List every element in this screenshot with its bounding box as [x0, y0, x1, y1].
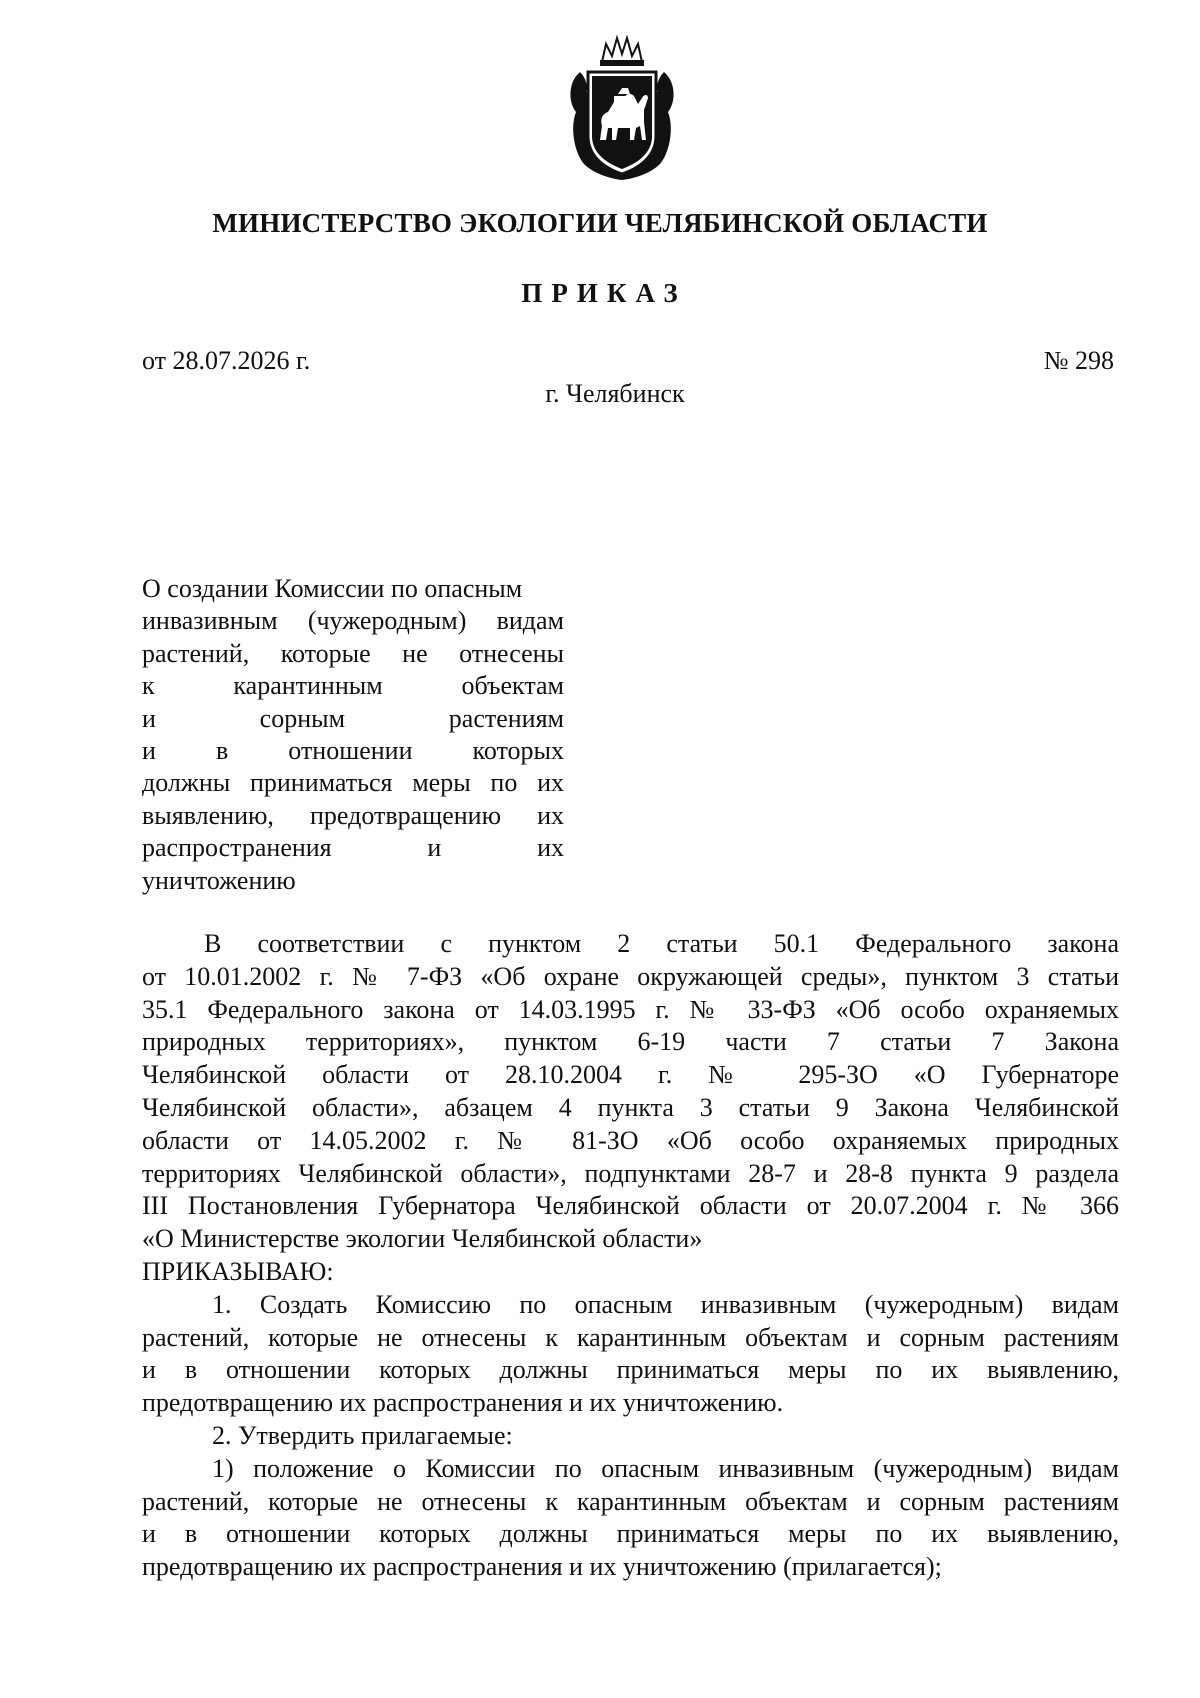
document-number: № 298	[1043, 346, 1114, 375]
item-1-line: предотвращению их распространения и их уничтожению.	[142, 1388, 784, 1418]
preamble-line: территориях Челябинской области», подпунктами 28-7 и 28-8 пункта 9 раздела	[142, 1158, 1119, 1188]
preamble-line: природных территориях», пунктом 6-19 части 7 статьи 7 Закона	[142, 1027, 1119, 1057]
subject-line: и в отношении которых	[142, 736, 564, 766]
subject-line: распространения и их	[142, 833, 564, 863]
preamble-line: области от 14.05.2002 г. № 81-ЗО «Об особо охраняемых природных	[142, 1125, 1119, 1155]
preamble-line: Челябинской области», абзацем 4 пункта 3 статьи 9 Закона Челябинской	[142, 1092, 1119, 1122]
order-word: ПРИКАЗЫВАЮ:	[142, 1256, 334, 1286]
item-1-line: и в отношении которых должны приниматься меры по их выявлению,	[142, 1355, 1119, 1385]
document-subject	[142, 573, 564, 897]
item-1-line: растений, которые не отнесены к карантинным объектам и сорным растениям	[142, 1322, 1119, 1352]
subject-line: выявлению, предотвращению их	[142, 800, 564, 830]
document-body	[142, 928, 1119, 1584]
subject-line: уничтожению	[142, 865, 296, 895]
item-2-1-line: 1) положение о Комиссии по опасным инвазивным (чужеродным) видам	[212, 1453, 1119, 1483]
subject-line: должны приниматься меры по их	[142, 768, 564, 798]
preamble-line: Челябинской области от 28.10.2004 г. № 295-ЗО «О Губернаторе	[142, 1060, 1119, 1090]
ministry-title: МИНИСТЕРСТВО ЭКОЛОГИИ ЧЕЛЯБИНСКОЙ ОБЛАСТИ	[212, 208, 988, 238]
subject-line: О создании Комиссии по опасным	[142, 574, 523, 603]
preamble-line: от 10.01.2002 г. № 7-ФЗ «Об охране окружающей среды», пунктом 3 статьи	[142, 961, 1119, 991]
subject-line: к карантинным объектам	[142, 671, 564, 701]
preamble-line: 35.1 Федерального закона от 14.03.1995 г. № 33-ФЗ «Об особо охраняемых	[142, 994, 1119, 1024]
document-date: от 28.07.2026 г.	[142, 346, 311, 375]
preamble-line: III Постановления Губернатора Челябинской области от 20.07.2004 г. № 366	[142, 1191, 1119, 1221]
preamble-line: В соответствии с пунктом 2 статьи 50.1 Федерального закона	[204, 929, 1119, 958]
subject-line: растений, которые не отнесены	[142, 638, 564, 668]
item-2-1-line: растений, которые не отнесены к карантинным объектам и сорным растениям	[142, 1486, 1119, 1516]
item-2-1-line: и в отношении которых должны приниматься меры по их выявлению,	[142, 1519, 1119, 1549]
document-type-title: ПРИКАЗ	[521, 278, 687, 308]
item-1-line: 1. Создать Комиссию по опасным инвазивным (чужеродным) видам	[212, 1289, 1119, 1319]
subject-line: инвазивным (чужеродным) видам	[142, 606, 564, 636]
item-2-line: 2. Утвердить прилагаемые:	[212, 1420, 513, 1450]
subject-line: и сорным растениям	[142, 703, 564, 733]
coat-of-arms-icon	[562, 32, 682, 184]
item-2-1-line: предотвращению их распространения и их уничтожению (прилагается);	[142, 1552, 942, 1582]
preamble-line: «О Министерстве экологии Челябинской области»	[142, 1224, 703, 1254]
document-city: г. Челябинск	[545, 379, 685, 408]
